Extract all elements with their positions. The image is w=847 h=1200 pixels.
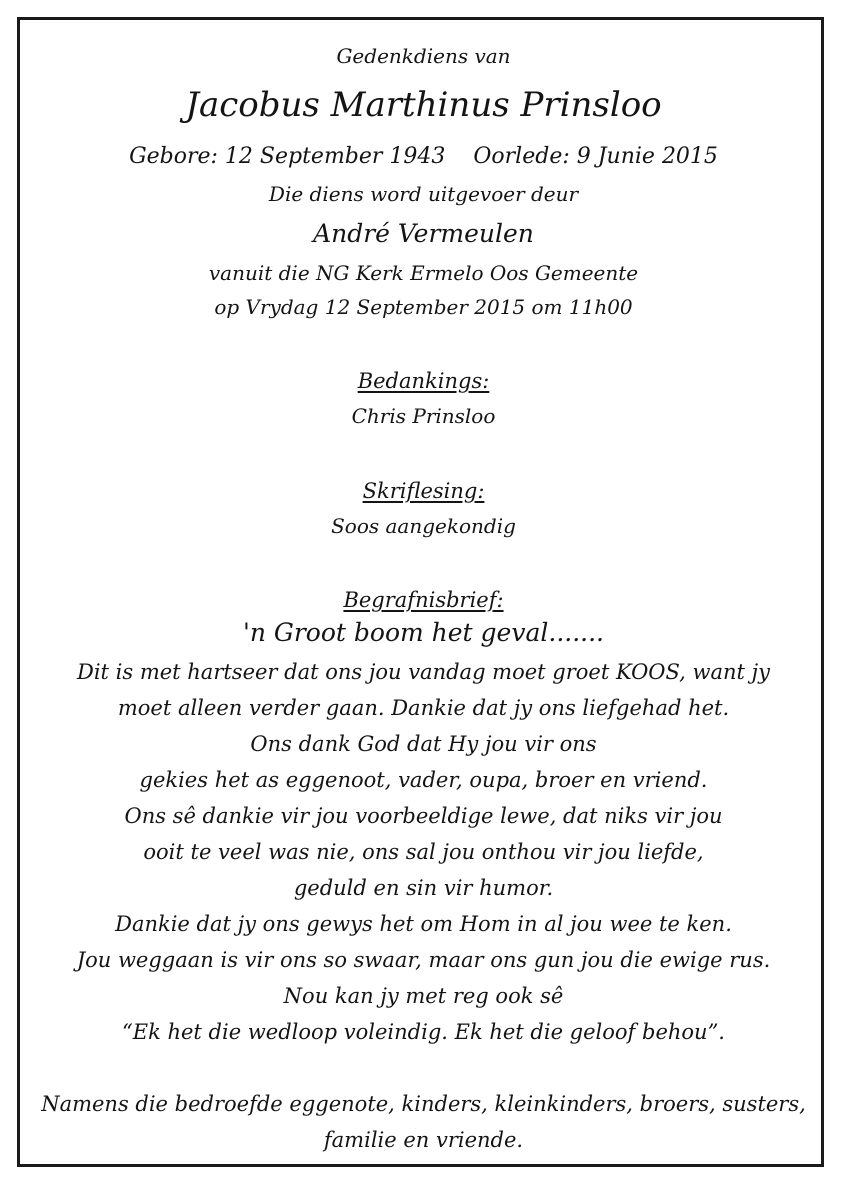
letter-line: Ons dank God dat Hy jou vir ons	[250, 732, 597, 756]
letter-line: moet alleen verder gaan. Dankie dat jy ons liefgehad het.	[117, 696, 730, 720]
officiant-name: André Vermeulen	[313, 219, 534, 248]
letter-heading: Begrafnisbrief:	[343, 588, 504, 612]
letter-line: Nou kan jy met reg ook sê	[283, 984, 564, 1008]
letter-line: Jou weggaan is vir ons so swaar, maar ons gun jou die ewige rus.	[76, 948, 771, 972]
service-intro: Gedenkdiens van	[336, 44, 511, 68]
thanks-heading: Bedankings:	[357, 369, 490, 393]
service-date-time: op Vrydag 12 September 2015 om 11h00	[214, 295, 633, 319]
reading-value: Soos aangekondig	[331, 514, 516, 538]
closing-line-1: Namens die bedroefde eggenote, kinders, kleinkinders, broers, susters,	[41, 1092, 806, 1116]
letter-title: 'n Groot boom het geval.......	[242, 618, 605, 647]
letter-line: gekies het as eggenoot, vader, oupa, broer en vriend.	[139, 768, 708, 792]
venue: vanuit die NG Kerk Ermelo Oos Gemeente	[208, 261, 639, 285]
officiant-intro: Die diens word uitgevoer deur	[268, 182, 579, 206]
letter-line: Dit is met hartseer dat ons jou vandag moet groet KOOS, want jy	[76, 660, 771, 684]
deceased-name: Jacobus Marthinus Prinsloo	[185, 85, 662, 125]
letter-line: ooit te veel was nie, ons sal jou onthou vir jou liefde,	[143, 840, 704, 864]
letter-line: Dankie dat jy ons gewys het om Hom in al jou wee te ken.	[115, 912, 732, 936]
letter-line: Ons sê dankie vir jou voorbeeldige lewe, dat niks vir jou	[124, 804, 723, 828]
closing-line-2: familie en vriende.	[323, 1128, 524, 1152]
birth-death-dates: Gebore: 12 September 1943 Oorlede: 9 Junie 2015	[129, 144, 718, 169]
thanks-value: Chris Prinsloo	[351, 404, 496, 428]
letter-line: geduld en sin vir humor.	[293, 876, 554, 900]
letter-line: “Ek het die wedloop voleindig. Ek het die geloof behou”.	[122, 1020, 725, 1044]
reading-heading: Skriflesing:	[362, 479, 485, 503]
